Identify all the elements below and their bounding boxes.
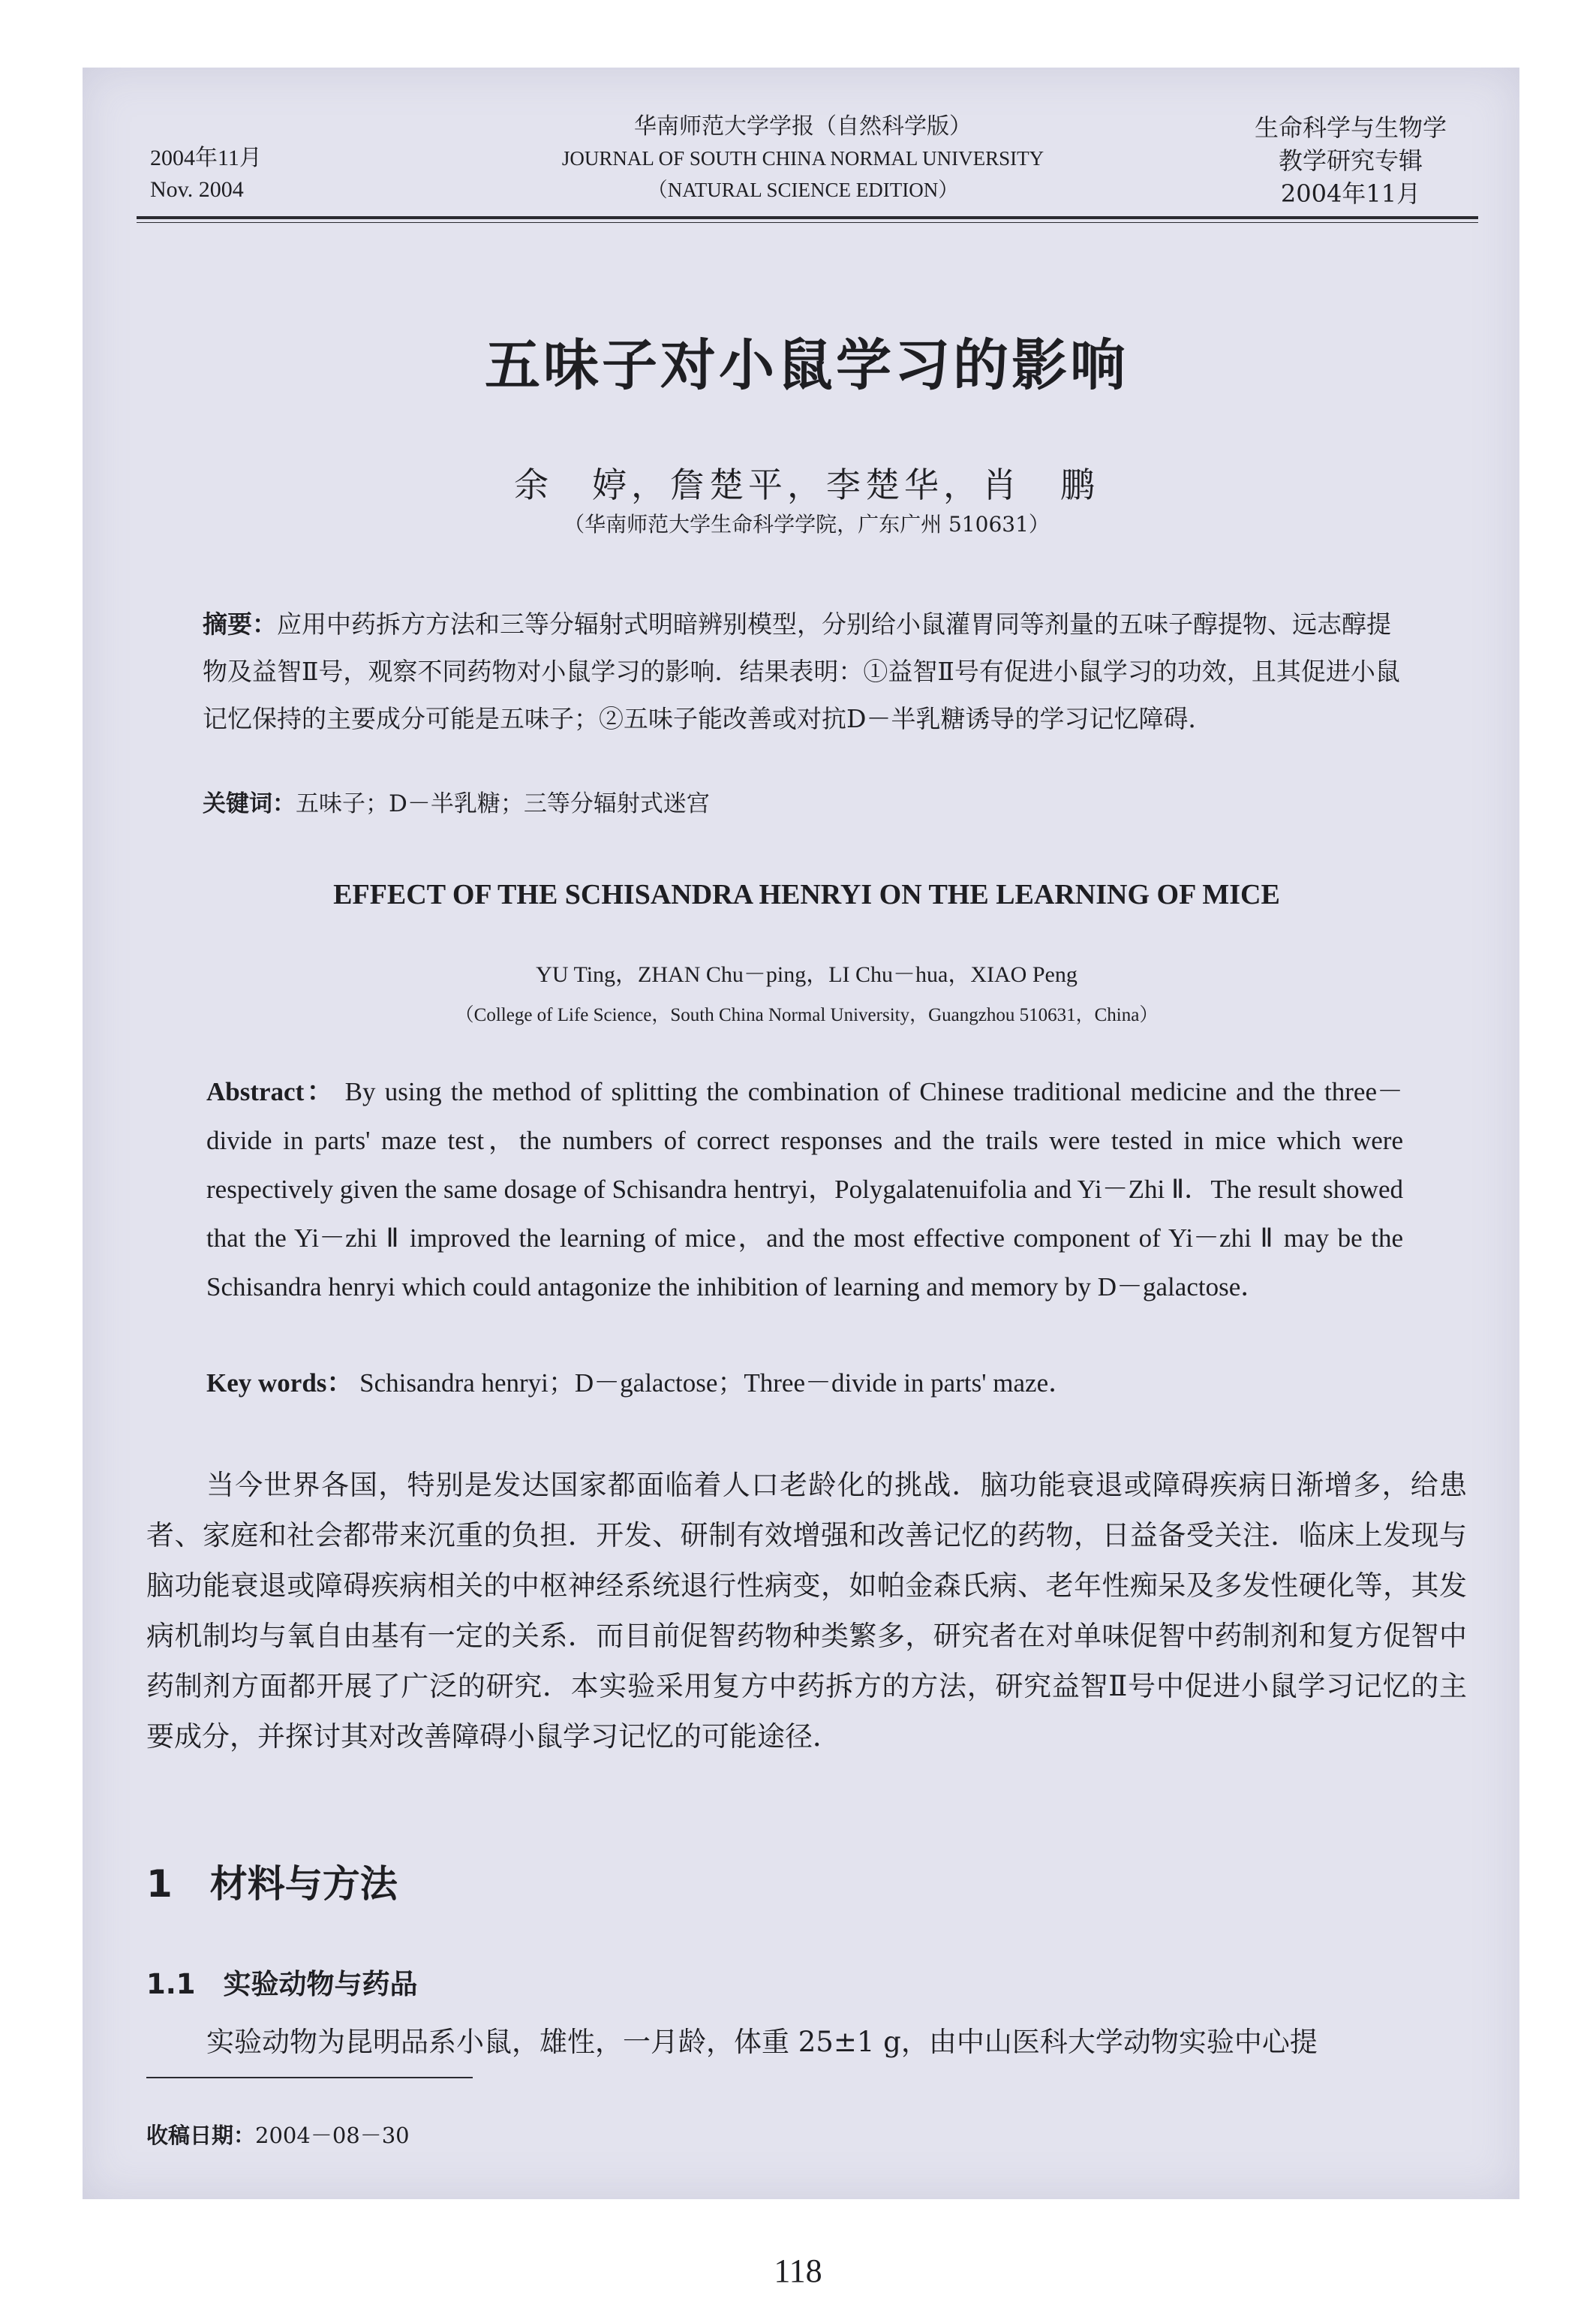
- header-date: [150, 143, 262, 206]
- keywords-cn: [203, 784, 1403, 818]
- header-rule-thin: [137, 222, 1478, 223]
- special-issue-line2: 教学研究专辑: [1278, 146, 1423, 175]
- journal-name-en: JOURNAL OF SOUTH CHINA NORMAL UNIVERSITY: [561, 147, 1044, 170]
- section-heading-1: 1 材料与方法: [146, 1862, 398, 1906]
- received-date-value: 2004－08－30: [255, 2123, 410, 2148]
- keywords-en-text: Schisandra henryi；D－galactose；Three－divide in parts' maze．: [353, 1368, 1075, 1398]
- abstract-cn-text: 应用中药拆方方法和三等分辐射式明暗辨别模型，分别给小鼠灌胃同等剂量的五味子醇提物、远志醇提物及益智Ⅱ号，观察不同药物对小鼠学习的影响．结果表明：①益智Ⅱ号有促进小鼠学习的功效，且其促进小鼠记忆保持的主要成分可能是五味子；②五味子能改善或对抗D－半乳糖诱导的学习记忆障碍．: [203, 609, 1400, 733]
- abstract-en: [206, 1067, 1403, 1311]
- footnote-rule: [146, 2077, 473, 2078]
- journal-edition-en: （NATURAL SCIENCE EDITION）: [647, 179, 959, 201]
- authors-en: YU Ting，ZHAN Chu－ping，LI Chu－hua，XIAO Peng: [536, 962, 1078, 987]
- abstract-en-label: Abstract：: [206, 1077, 336, 1106]
- special-issue-header: [1193, 111, 1508, 210]
- authors-cn: 余 婷，詹楚平，李楚华，肖 鹏: [514, 465, 1099, 505]
- journal-name-cn: 华南师范大学学报（自然科学版）: [634, 113, 972, 140]
- section-heading-1-1: 1.1 实验动物与药品: [146, 1968, 418, 2000]
- page-number: 118: [774, 2252, 822, 2289]
- paper-title-cn: 五味子对小鼠学习的影响: [485, 333, 1129, 398]
- affiliation-cn: （华南师范大学生命科学学院，广东广州 510631）: [564, 512, 1050, 537]
- section-1-1-paragraph: 实验动物为昆明品系小鼠，雄性，一月龄，体重 25±1 g，由中山医科大学动物实验中心提: [206, 2026, 1318, 2058]
- header-rule: [137, 216, 1478, 219]
- received-date-label: 收稿日期：: [146, 2123, 256, 2148]
- intro-paragraph: 当今世界各国，特别是发达国家都面临着人口老龄化的挑战．脑功能衰退或障碍疾病日渐增多，给患者、家庭和社会都带来沉重的负担．开发、研制有效增强和改善记忆的药物，日益备受关注．临床上发现与脑功能衰退或障碍疾病相关的中枢神经系统退行性病变，如帕金森氏病、老年性痴呆及多发性硬化等，其发病机制均与氧自由基有一定的关系．而目前促智药物种类繁多，研究者在对单味促智中药制剂和复方促智中药制剂方面都开展了广泛的研究．本实验采用复方中药拆方的方法，研究益智Ⅱ号中促进小鼠学习记忆的主要成分，并探讨其对改善障碍小鼠学习记忆的可能途径．: [146, 1469, 1467, 1753]
- special-issue-date: 2004年11月: [1280, 179, 1421, 208]
- received-date-footnote: [146, 2119, 410, 2150]
- abstract-cn-label: 摘要：: [203, 609, 277, 639]
- abstract-cn: [203, 600, 1403, 742]
- paper-title-en: EFFECT OF THE SCHISANDRA HENRYI ON THE LEARNING OF MICE: [333, 879, 1280, 910]
- header-date-cn: 2004年11月: [150, 146, 262, 170]
- keywords-cn-text: 五味子；D－半乳糖；三等分辐射式迷宫: [296, 790, 710, 817]
- affiliation-en: （College of Life Science，South China Normal University，Guangzhou 510631，China）: [455, 1005, 1159, 1025]
- abstract-en-text: By using the method of splitting the combination of Chinese traditional medicine and the three－divide in parts' maze test，the numbers of correct responses and the trails were tested in mice which were respectively given the same dosage of Schisandra hentryi，Polygalatenuifolia and Yi－Zhi Ⅱ．The result showed that the Yi－zhi Ⅱ improved the learning of mice，and the most effective component of Yi－zhi Ⅱ may be the Schisandra henryi which could antagonize the inhibition of learning and memory by D－galactose．: [206, 1077, 1403, 1301]
- special-issue-line1: 生命科学与生物学: [1254, 113, 1447, 142]
- journal-header: [465, 111, 1141, 206]
- keywords-en-label: Key words：: [206, 1368, 353, 1398]
- header-date-en: Nov. 2004: [150, 177, 244, 202]
- keywords-cn-label: 关键词：: [203, 790, 296, 817]
- keywords-en: [206, 1362, 1407, 1400]
